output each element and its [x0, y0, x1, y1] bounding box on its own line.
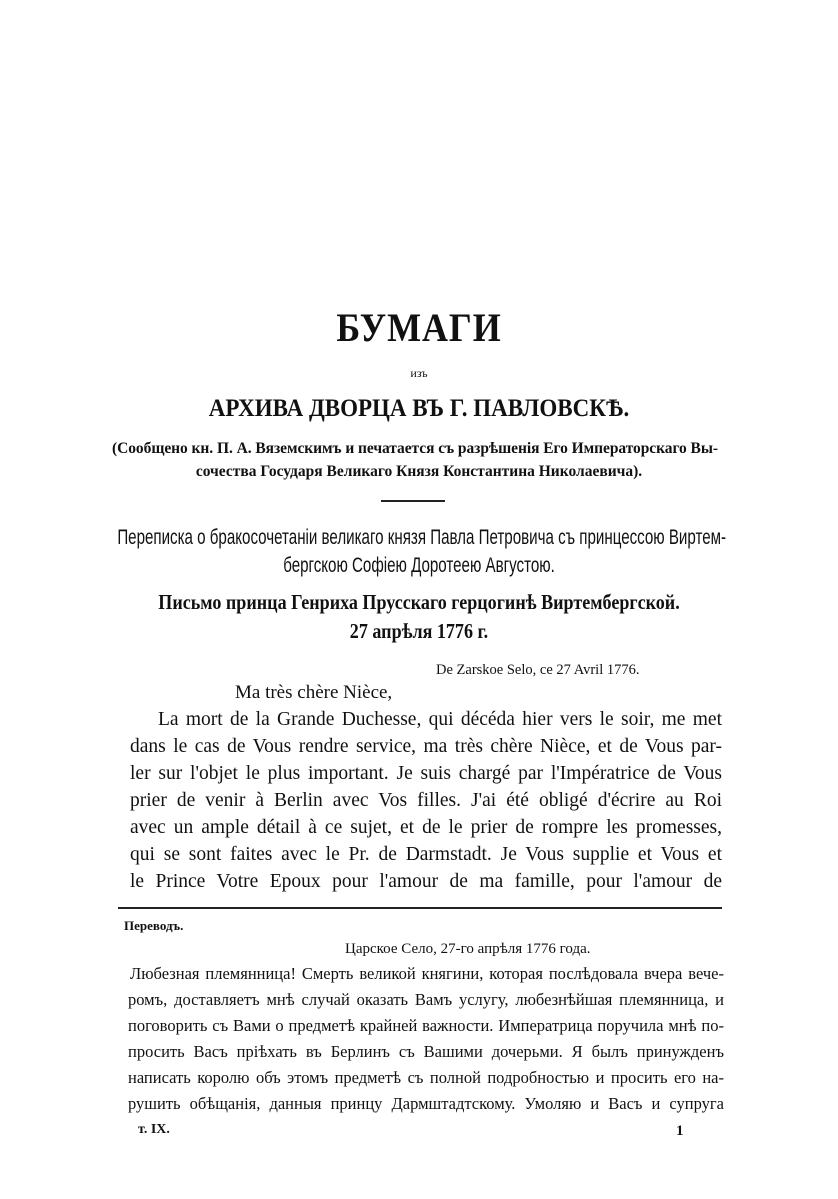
salutation: Ma très chère Nièce, [235, 682, 393, 703]
letter-title-line: Письмо принца Генриха Прусскаго герцогинѣ Виртембергской. [158, 590, 680, 614]
letter-line: dans le cas de Vous rendre service, ma très chère Nièce, et de Vous par- [130, 736, 722, 757]
translation-line: Любезная племянница! Смерть великой княгини, которая послѣдовала вчера вече- [130, 964, 724, 983]
divider [381, 500, 445, 502]
letter-line: qui se sont faites avec le Pr. de Darmstadt. Je Vous supplie et Vous et [130, 844, 722, 865]
footnote-divider [118, 907, 722, 909]
section-heading-line: Переписка о бракосочетаніи великаго князя Павла Петровича съ принцессою Виртем- [117, 526, 727, 549]
page-number: 1 [676, 1123, 684, 1139]
translation-place-date: Царское Село, 27-го апрѣля 1776 года. [345, 941, 591, 957]
letter-line: ler sur l'objet le plus important. Je suis chargé par l'Impératrice de Vous [130, 763, 722, 784]
letter-line: prier de venir à Berlin avec Vos filles. J'ai été obligé d'écrire au Roi [130, 790, 722, 811]
volume-marker: т. IX. [138, 1122, 170, 1137]
translation-line: ромъ, доставляетъ мнѣ случай оказать Вамъ услугу, любезнѣйшая племянница, и [128, 990, 724, 1009]
letter-line: La mort de la Grande Duchesse, qui décéda hier vers le soir, me met [158, 709, 722, 730]
page-title: БУМАГИ [336, 305, 502, 350]
translation-line: просить Васъ пріѣхать въ Берлинъ съ Вашими дочерьми. Я былъ принужденъ [128, 1042, 724, 1061]
note-line: сочества Государя Великаго Князя Константина Николаевича). [195, 463, 643, 480]
letter-line: le Prince Votre Epoux pour l'amour de ma famille, pour l'amour de [130, 871, 722, 892]
letter-title-line: 27 апрѣля 1776 г. [349, 619, 489, 643]
translation-label: Переводъ. [124, 918, 184, 933]
letter-place-date: De Zarskoe Selo, ce 27 Avril 1776. [436, 662, 640, 678]
subtitle: АРХИВА ДВОРЦА ВЪ Г. ПАВЛОВСКѢ. [208, 395, 630, 422]
translation-line: написать королю объ этомъ предметѣ съ полной подробностью и просить его на- [128, 1068, 724, 1087]
translation-line: поговорить съ Вами о предметѣ крайней важности. Императрица поручила мнѣ по- [128, 1016, 724, 1035]
translation-line: рушить обѣщанія, данныя принцу Дармштадтскому. Умоляю и Васъ и супруга [128, 1094, 724, 1113]
preposition: изъ [410, 366, 428, 380]
letter-line: avec un ample détail à ce sujet, et de le prier de rompre les promesses, [130, 817, 722, 838]
section-heading-line: бергскою Софіею Доротеею Августою. [283, 554, 555, 577]
note-line: (Сообщено кн. П. А. Вяземскимъ и печатается съ разрѣшенія Его Императорскаго Вы- [112, 440, 718, 457]
